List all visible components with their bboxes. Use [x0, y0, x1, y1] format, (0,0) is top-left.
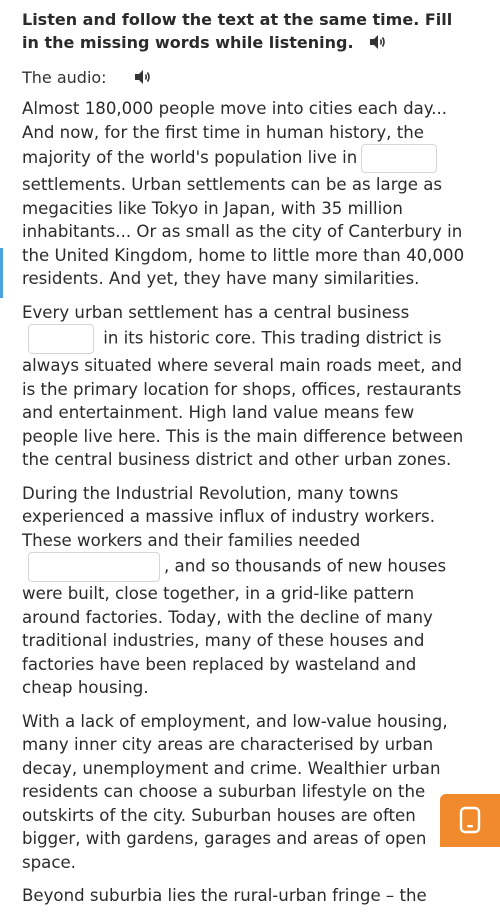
- document-icon: [459, 806, 481, 834]
- paragraph-1-text-b: settlements. Urban settlements can be as large as megacities like Tokyo in Japan, with 35 million inhabitants... Or as small as the city of Canterbury in the United Kingdom, home to little more than 40,000 residents. And yet, they have many similarities.: [22, 175, 465, 288]
- paragraph-1: [22, 97, 472, 291]
- paragraph-2: [22, 301, 472, 472]
- answer-blank-3[interactable]: [28, 552, 160, 582]
- audio-label: The audio:: [22, 68, 107, 87]
- paragraph-2-text-b: in its historic core. This trading district is always situated where several main roads meet, and is the primary location for shops, offices, restaurants and entertainment. High land value means few people live here. This is the main difference between the central business district and other urban zones.: [22, 328, 464, 469]
- speaker-icon[interactable]: [369, 33, 389, 49]
- speaker-icon[interactable]: [134, 68, 154, 84]
- paragraph-1-text-a: Almost 180,000 people move into cities each day... And now, for the first time in human history, the majority of the world's population live in: [22, 99, 448, 167]
- answer-blank-1[interactable]: [361, 144, 437, 173]
- audio-row: [22, 66, 472, 90]
- instruction-heading: [22, 8, 472, 54]
- paragraph-3-text-b: , and so thousands of new houses were built, close together, in a grid-like pattern around factories. Today, with the decline of many traditional industries, many of these houses and factories have been replaced by wasteland and cheap housing.: [22, 556, 447, 697]
- left-accent-bar: [0, 248, 3, 298]
- exercise-content: [22, 8, 472, 918]
- paragraph-3-text-a: During the Industrial Revolution, many towns experienced a massive influx of industry workers. These workers and their families needed: [22, 483, 435, 550]
- paragraph-5: Beyond suburbia lies the rural-urban fringe – the: [22, 886, 427, 905]
- paragraph-4: With a lack of employment, and low-value housing, many inner city areas are characterised by urban decay, unemployment and crime. Wealthier urban residents can choose a suburban lifestyle on the outskirts of the city. Suburban houses are often bigger, with gardens, garages and areas of open space.: [22, 711, 448, 872]
- answer-blank-2[interactable]: [28, 324, 94, 354]
- floating-action-button[interactable]: [440, 794, 500, 847]
- paragraph-2-text-a: Every urban settlement has a central business: [22, 302, 410, 322]
- paragraph-3: [22, 482, 472, 700]
- instruction-text: Listen and follow the text at the same time. Fill in the missing words while listening.: [22, 10, 453, 52]
